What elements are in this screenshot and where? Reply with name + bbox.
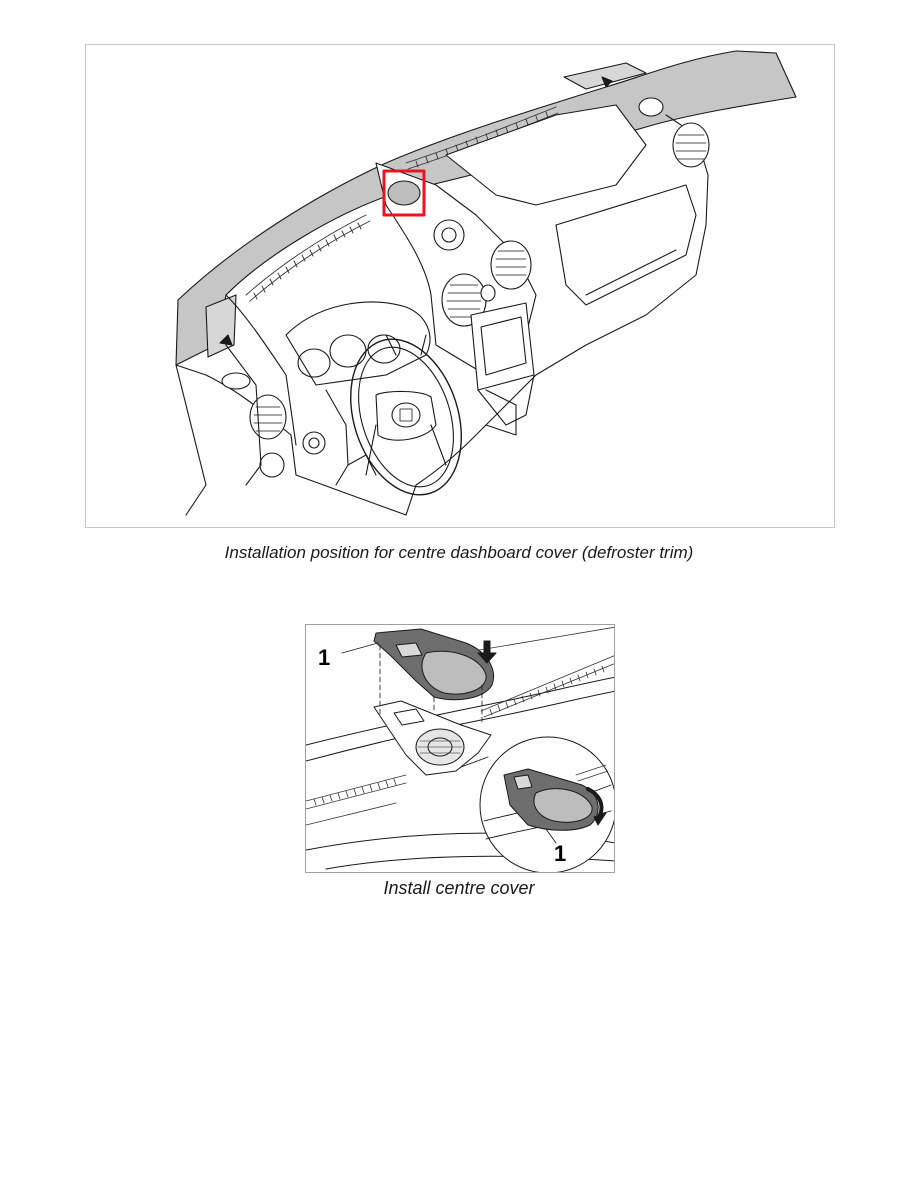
- figure-caption: Installation position for centre dashboard cover (defroster trim): [224, 543, 694, 562]
- centre-cover-line-drawing: [306, 625, 615, 873]
- figure-caption: Install centre cover: [383, 878, 535, 898]
- callout-label-bottom: 1: [554, 841, 567, 866]
- callout-label-top: 1: [318, 645, 331, 670]
- passenger-airbag-panel: [446, 105, 646, 205]
- bottom-left-grille: [306, 775, 406, 825]
- dashboard-overview-illustration: [85, 44, 835, 528]
- instrument-cluster-hood: [286, 302, 430, 385]
- install-centre-cover-illustration: [305, 624, 615, 873]
- glovebox: [556, 185, 696, 305]
- dashboard-line-drawing: [86, 45, 835, 528]
- centre-cover-position: [388, 181, 420, 205]
